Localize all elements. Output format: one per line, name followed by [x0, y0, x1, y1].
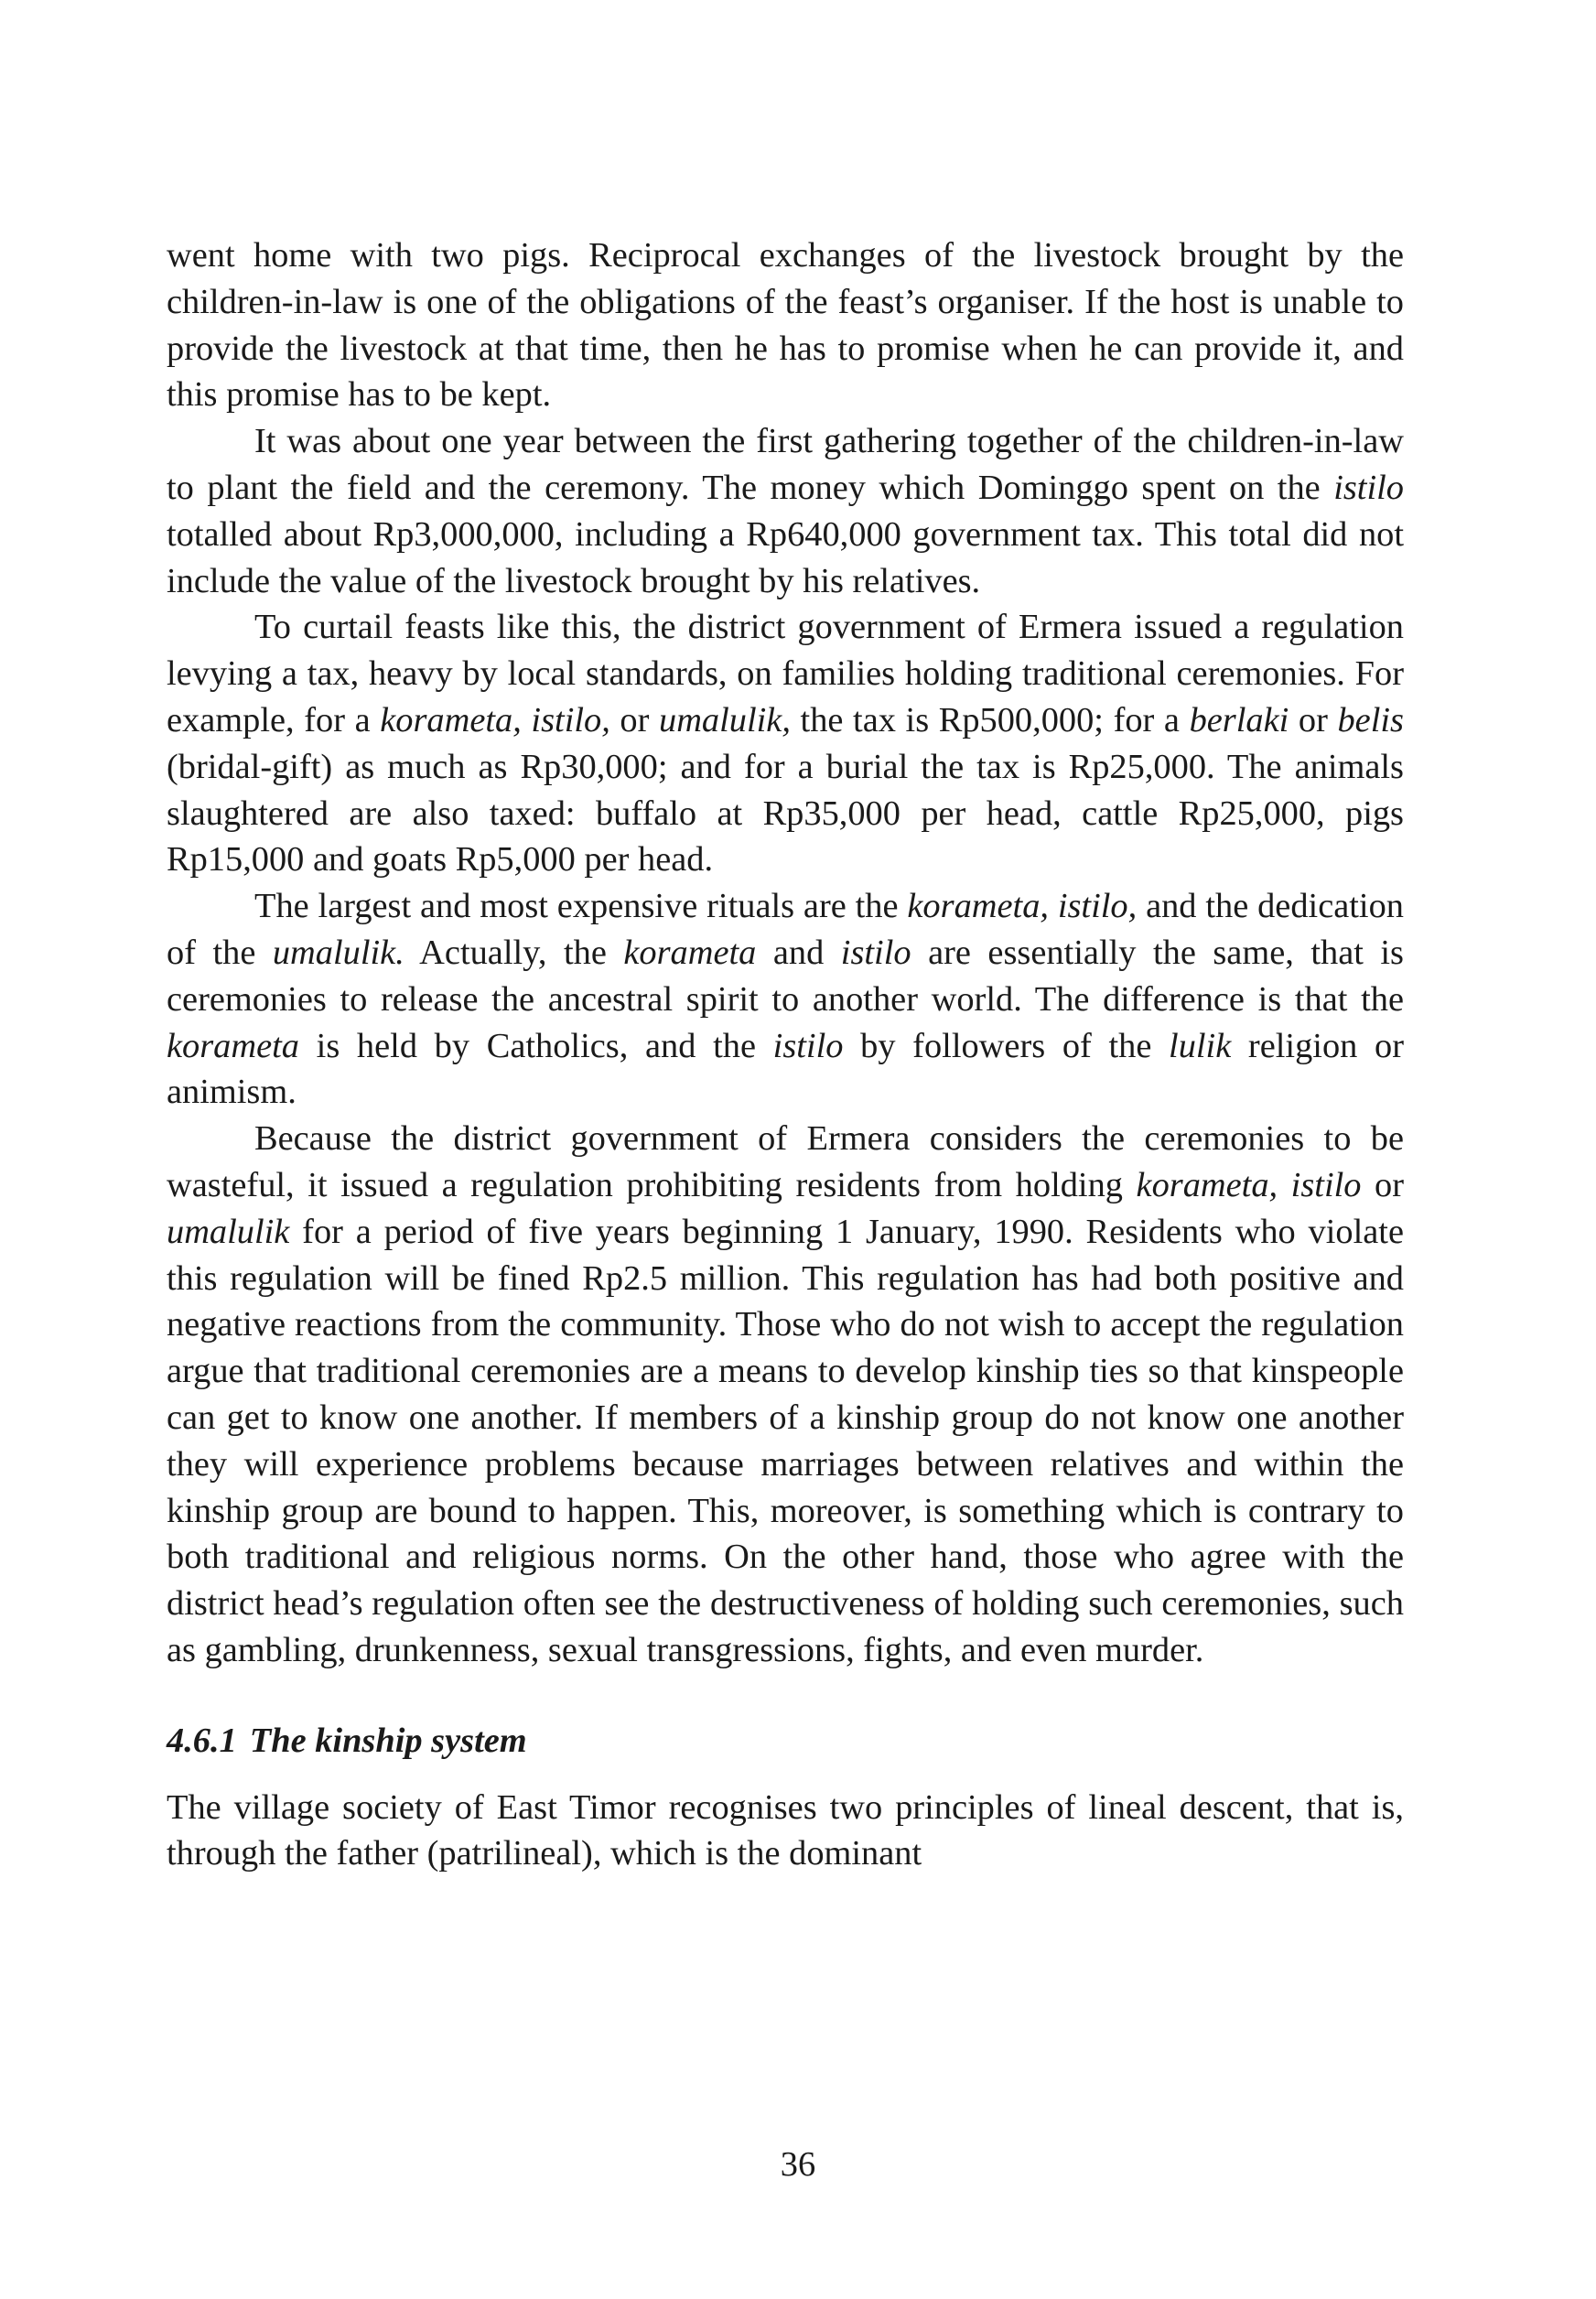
paragraph-p1	[167, 232, 1404, 418]
text-run: To curtail feasts like this, the district government of Ermera issued a regulation levying a tax, heavy by local standards, on families holding traditional ceremonies. For example, for a	[167, 608, 1404, 739]
text-run: for a period of five years beginning 1 January, 1990. Residents who violate this regulation will be fined Rp2.5 million. This regulation has had both positive and negative reactions from the community. Those who do not wish to accept the regulation argue that traditional ceremonies are a means to develop kinship ties so that kinspeople can get to know one another. If members of a kinship group do not know one another they will experience problems because marriages between relatives and within the kinship group are bound to happen. This, moreover, is something which is contrary to both traditional and religious norms. On the other hand, those who agree with the district head’s regulation often see the destructiveness of holding such ceremonies, such as gambling, drunkenness, sexual transgressions, fights, and even murder.	[167, 1212, 1404, 1669]
italic-term: korameta, istilo,	[907, 887, 1138, 926]
text-run: the tax is Rp500,000; for a	[790, 700, 1190, 739]
paragraph-after-heading: The village society of East Timor recognises two principles of lineal descent, that is, through the father (patrilineal), which is the dominant	[167, 1787, 1404, 1873]
section-title: The kinship system	[249, 1721, 527, 1760]
text-run: and	[756, 933, 841, 972]
text-run: went home with two pigs. Reciprocal exchanges of the livestock brought by the children-in-law is one of the obligations of the feast’s organiser. If the host is unable to provide the livestock at that time, then he has to promise when he can provide it, and this promise has to be kept.	[167, 236, 1404, 415]
paragraph-p5	[167, 1116, 1404, 1674]
italic-term: korameta	[623, 933, 757, 972]
section-heading	[167, 1718, 1404, 1765]
italic-term: istilo	[840, 933, 911, 972]
paragraph-p3	[167, 604, 1404, 883]
text-run: are essentially the same, that is ceremonies to release the ancestral spirit to another world. The difference is that the	[167, 933, 1404, 1019]
italic-term: lulik	[1169, 1026, 1232, 1065]
italic-term: korameta	[167, 1026, 299, 1065]
text-run: The largest and most expensive rituals are the	[254, 887, 908, 926]
text-run: or	[1289, 700, 1338, 739]
text-run: and the dedication of the	[167, 887, 1404, 972]
paragraph-list	[167, 232, 1404, 1674]
text-run: by followers of the	[843, 1026, 1170, 1065]
italic-term: umalulik,	[659, 700, 791, 739]
paragraph-p4	[167, 883, 1404, 1116]
text-run: Actually, the	[404, 933, 624, 972]
italic-term: istilo	[772, 1026, 844, 1065]
text-run: Because the district government of Ermera considers the ceremonies to be wasteful, it issued a regulation prohibiting residents from holding	[167, 1119, 1404, 1204]
text-run: religion or animism.	[167, 1026, 1404, 1112]
text-run: It was about one year between the first gathering together of the children-in-law to plant the field and the ceremony. The money which Dominggo spent on the	[167, 422, 1404, 507]
paragraph-p2	[167, 418, 1404, 604]
page-body	[167, 232, 1404, 1877]
italic-term: berlaki	[1189, 700, 1289, 739]
text-run: (bridal-gift) as much as Rp30,000; and for a burial the tax is Rp25,000. The animals slaughtered are also taxed: buffalo at Rp35,000 per head, cattle Rp25,000, pigs Rp15,000 and goats Rp5,000 per head.	[167, 747, 1404, 880]
italic-term: umalulik	[167, 1212, 290, 1251]
italic-term: umalulik.	[272, 933, 404, 972]
text-run: or	[609, 700, 659, 739]
text-run: or	[1361, 1165, 1405, 1204]
italic-term: istilo	[1333, 468, 1404, 507]
text-run: is held by Catholics, and the	[299, 1026, 773, 1065]
section-number: 4.6.1	[167, 1721, 237, 1760]
italic-term: korameta, istilo	[1136, 1165, 1362, 1204]
page-number: 36	[780, 2145, 816, 2184]
italic-term: belis	[1337, 700, 1404, 739]
text-run: totalled about Rp3,000,000, including a Rp640,000 government tax. This total did not include the value of the livestock brought by his relatives.	[167, 514, 1404, 600]
italic-term: korameta, istilo,	[380, 700, 610, 739]
